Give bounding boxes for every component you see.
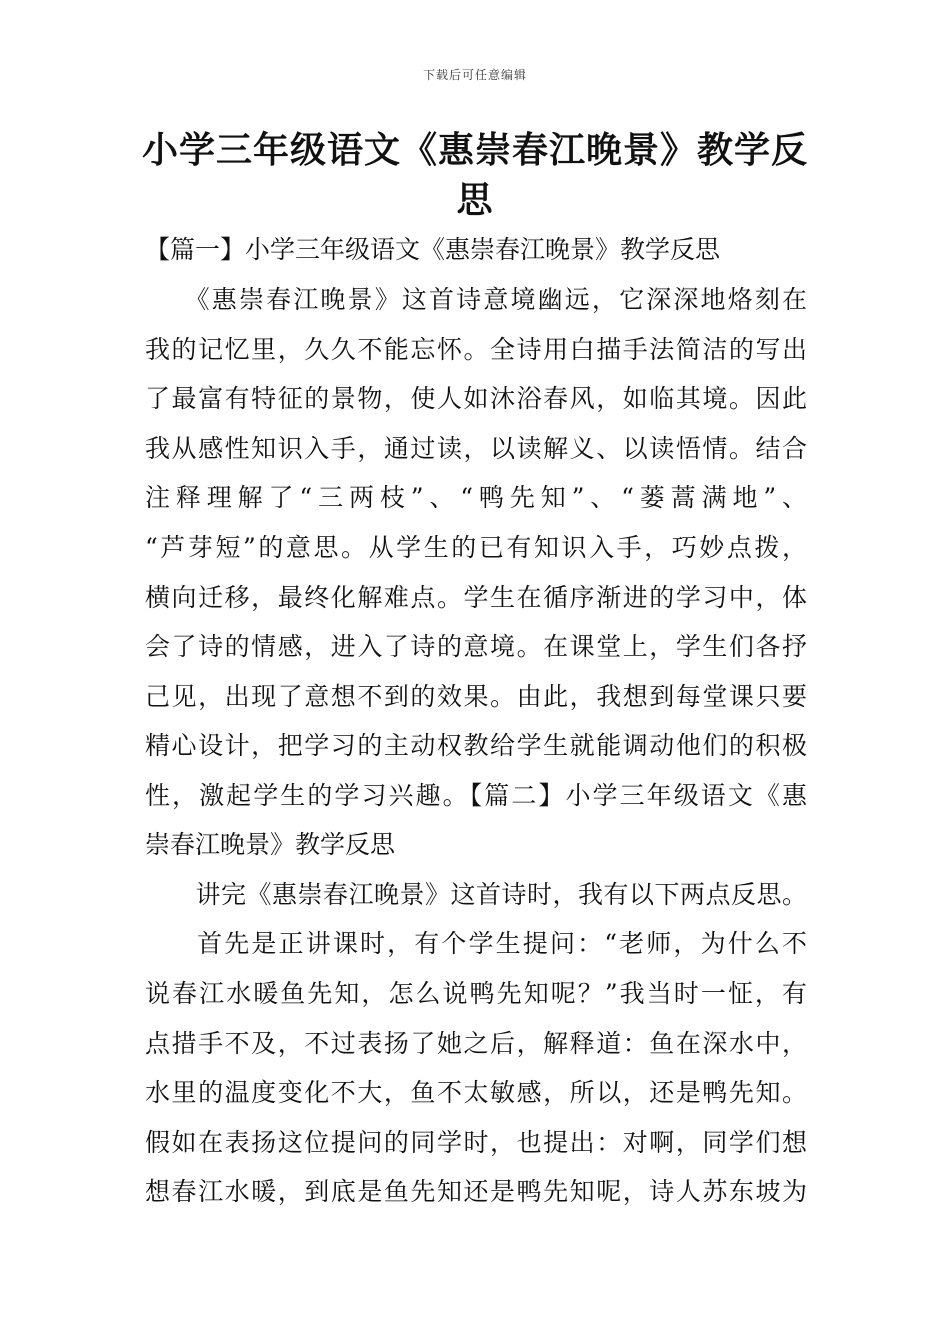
section-heading-1: 【篇一】小学三年级语文《惠崇春江晚景》教学反思 [145,235,721,264]
body-line: 我的记忆里，久久不能忘怀。全诗用白描手法简洁的写出 [145,335,807,364]
body-line: 横向迁移，最终化解难点。学生在循序渐进的学习中，体 [145,583,807,612]
title-line-1: 小学三年级语文《惠崇春江晚景》教学反 [141,130,808,171]
body-line: 会了诗的情感，进入了诗的意境。在课堂上，学生们各抒 [145,632,807,661]
body-line: 水里的温度变化不大，鱼不太敏感，所以，还是鸭先知。 [145,1078,807,1107]
body-line: 注释理解了“三两枝”、“鸭先知”、“蒌蒿满地”、 [145,483,807,512]
body-line: 首先是正讲课时，有个学生提问：“老师，为什么不 [170,929,807,958]
document-title [140,126,810,226]
body-line: “芦芽短”的意思。从学生的已有知识入手，巧妙点拨， [145,533,807,562]
body-line: 性，激起学生的学习兴趣。【篇二】小学三年级语文《惠 [145,781,807,810]
body-line: 说春江水暖鱼先知，怎么说鸭先知呢？”我当时一怔，有 [145,979,807,1008]
body-line: 精心设计，把学习的主动权教给学生就能调动他们的积极 [145,731,807,760]
title-line-2: 思 [456,180,494,221]
body-line: 了最富有特征的景物，使人如沐浴春风，如临其境。因此 [145,384,807,413]
body-line: 想春江水暖，到底是鱼先知还是鸭先知呢，诗人苏东坡为 [145,1177,807,1206]
body-line: 讲完《惠崇春江晚景》这首诗时，我有以下两点反思。 [170,880,807,909]
body-line: 《惠崇春江晚景》这首诗意境幽远，它深深地烙刻在 [170,285,807,314]
body-line: 己见，出现了意想不到的效果。由此，我想到每堂课只要 [145,682,807,711]
body-line: 点措手不及，不过表扬了她之后，解释道：鱼在深水中， [145,1029,807,1058]
body-line: 崇春江晚景》教学反思 [145,830,396,859]
body-line: 我从感性知识入手，通过读，以读解义、以读悟情。结合 [145,434,807,463]
page-header-note: 下载后可任意编辑 [422,68,527,82]
body-line: 假如在表扬这位提问的同学时，也提出：对啊，同学们想 [145,1128,807,1157]
